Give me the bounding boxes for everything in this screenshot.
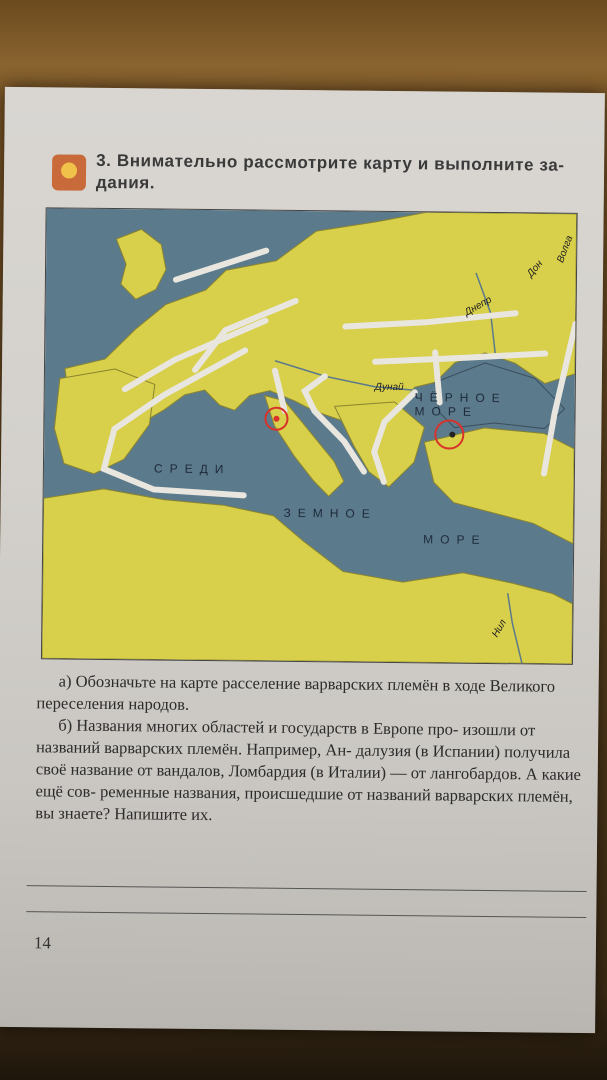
map-graphic: [42, 208, 577, 664]
mediterranean-label-1: СРЕДИ: [153, 461, 231, 477]
answer-line[interactable]: [27, 885, 587, 892]
black-sea-label: ЧЁРНОЕ МОРЕ: [414, 390, 507, 419]
mediterranean-label-2: ЗЕМНОЕ: [283, 505, 377, 521]
task-text: [35, 670, 597, 830]
nil-label: Нил: [490, 617, 509, 640]
page-number: 14: [33, 933, 52, 953]
answer-line[interactable]: [26, 911, 586, 918]
dnepr-label: Днепр: [462, 294, 494, 319]
task-icon: [52, 154, 86, 190]
task-title: 3. Внимательно рассмотрите карту и выполните за- дания.: [95, 150, 565, 193]
paragraph-a: а) Обозначьте на карте расселение варварских племён в ходе Великого переселения народов.: [36, 671, 556, 714]
dunai-label: Дунай: [374, 381, 404, 394]
volga-label: Волга: [555, 234, 576, 265]
mediterranean-label-3: МОРЕ: [423, 532, 487, 547]
paragraph-b: б) Названия многих областей и государств в Европе про- изошли от названий варварских племён. Например, Ан- далузия (в Испании) получила своё название от вандалов, Ломбардия (в Италии) — от лангобардов. А какие ещё сов- ременные названия, происшедшие от названий варварских племён, вы знаете? Напишите их.: [35, 715, 582, 825]
don-label: Дон: [525, 258, 546, 280]
textbook-page: [0, 87, 605, 1033]
migration-map: [41, 207, 578, 665]
